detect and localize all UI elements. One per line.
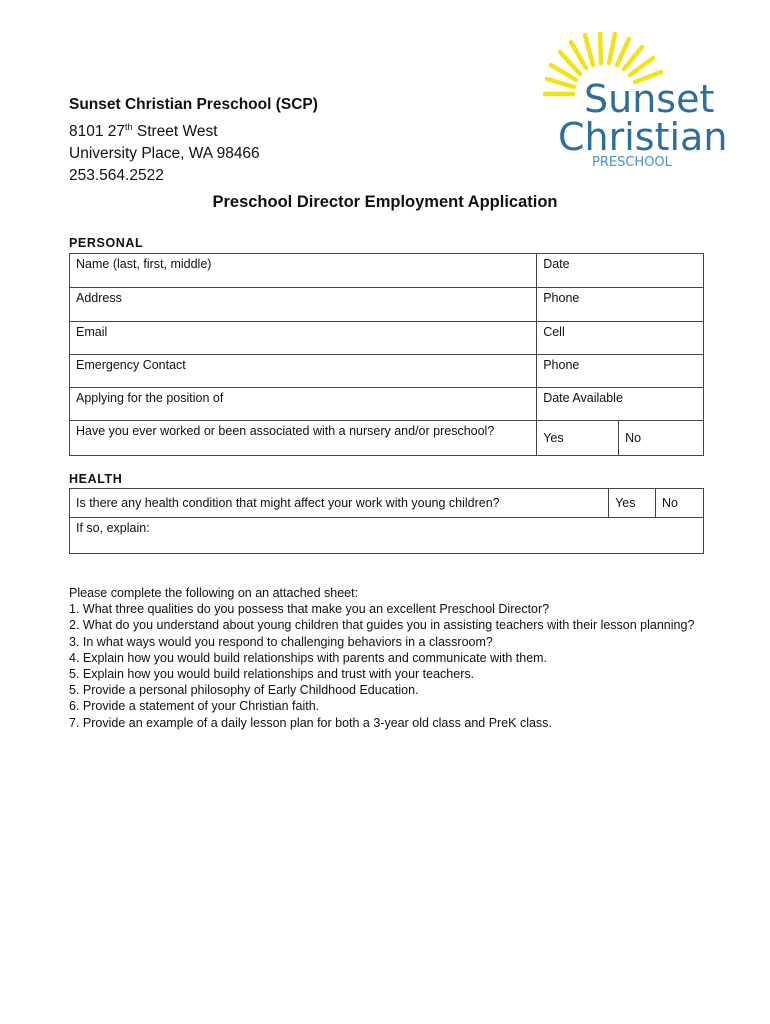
health-table [69, 488, 704, 554]
table-row [70, 254, 704, 288]
school-phone: 253.564.2522 [69, 167, 164, 185]
instructions-block [69, 585, 709, 731]
school-name: Sunset Christian Preschool (SCP) [69, 96, 318, 113]
personal-heading: PERSONAL [69, 236, 144, 250]
table-row [70, 489, 704, 518]
list-item: 5. Explain how you would build relationships and trust with your teachers. [69, 667, 475, 682]
cell-field[interactable]: Cell [537, 322, 704, 355]
nursery-no-option[interactable]: No [619, 421, 704, 456]
health-no-option[interactable]: No [656, 489, 704, 518]
name-field[interactable]: Name (last, first, middle) [70, 254, 537, 288]
table-row [70, 388, 704, 421]
table-row [70, 421, 704, 456]
list-item: 2. What do you understand about young children that guides you in assisting teachers with their lesson planning? [69, 618, 695, 633]
logo-word-preschool: PRESCHOOL [592, 155, 672, 170]
nursery-question: Have you ever worked or been associated with a nursery and/or preschool? [70, 421, 537, 456]
emergency-contact-field[interactable]: Emergency Contact [70, 355, 537, 388]
list-item: 6. Provide a statement of your Christian faith. [69, 699, 320, 714]
list-item: 3. In what ways would you respond to challenging behaviors in a classroom? [69, 634, 493, 649]
list-item: 4. Explain how you would build relationships with parents and communicate with them. [69, 650, 548, 665]
sunset-christian-logo [540, 32, 740, 172]
sun-rays-icon [540, 32, 740, 172]
list-item: 5. Provide a personal philosophy of Early Childhood Education. [69, 683, 419, 698]
table-row [70, 518, 704, 554]
nursery-yes-option[interactable]: Yes [537, 421, 619, 456]
table-row [70, 322, 704, 355]
health-explain-field[interactable]: If so, explain: [70, 518, 704, 554]
table-row [70, 288, 704, 322]
list-item: 1. What three qualities do you possess that make you an excellent Preschool Director? [69, 602, 550, 617]
page-title: Preschool Director Employment Application [212, 193, 558, 211]
personal-table [69, 253, 704, 456]
email-field[interactable]: Email [70, 322, 537, 355]
position-field[interactable]: Applying for the position of [70, 388, 537, 421]
date-field[interactable]: Date [537, 254, 704, 288]
phone-field[interactable]: Phone [537, 288, 704, 322]
logo-word-sunset: Sunset [584, 77, 715, 121]
logo-word-christian: Christian [558, 115, 728, 159]
street-address: 8101 27th Street West [69, 122, 218, 141]
city-line: University Place, WA 98466 [69, 145, 260, 163]
school-address-block [69, 94, 318, 187]
table-row [70, 355, 704, 388]
instructions-intro: Please complete the following on an attached sheet: [69, 586, 359, 600]
health-question: Is there any health condition that might affect your work with young children? [70, 489, 609, 518]
emergency-phone-field[interactable]: Phone [537, 355, 704, 388]
date-available-field[interactable]: Date Available [537, 388, 704, 421]
list-item: 7. Provide an example of a daily lesson plan for both a 3-year old class and PreK class. [69, 715, 552, 730]
health-yes-option[interactable]: Yes [609, 489, 656, 518]
address-field[interactable]: Address [70, 288, 537, 322]
health-heading: HEALTH [69, 472, 123, 486]
